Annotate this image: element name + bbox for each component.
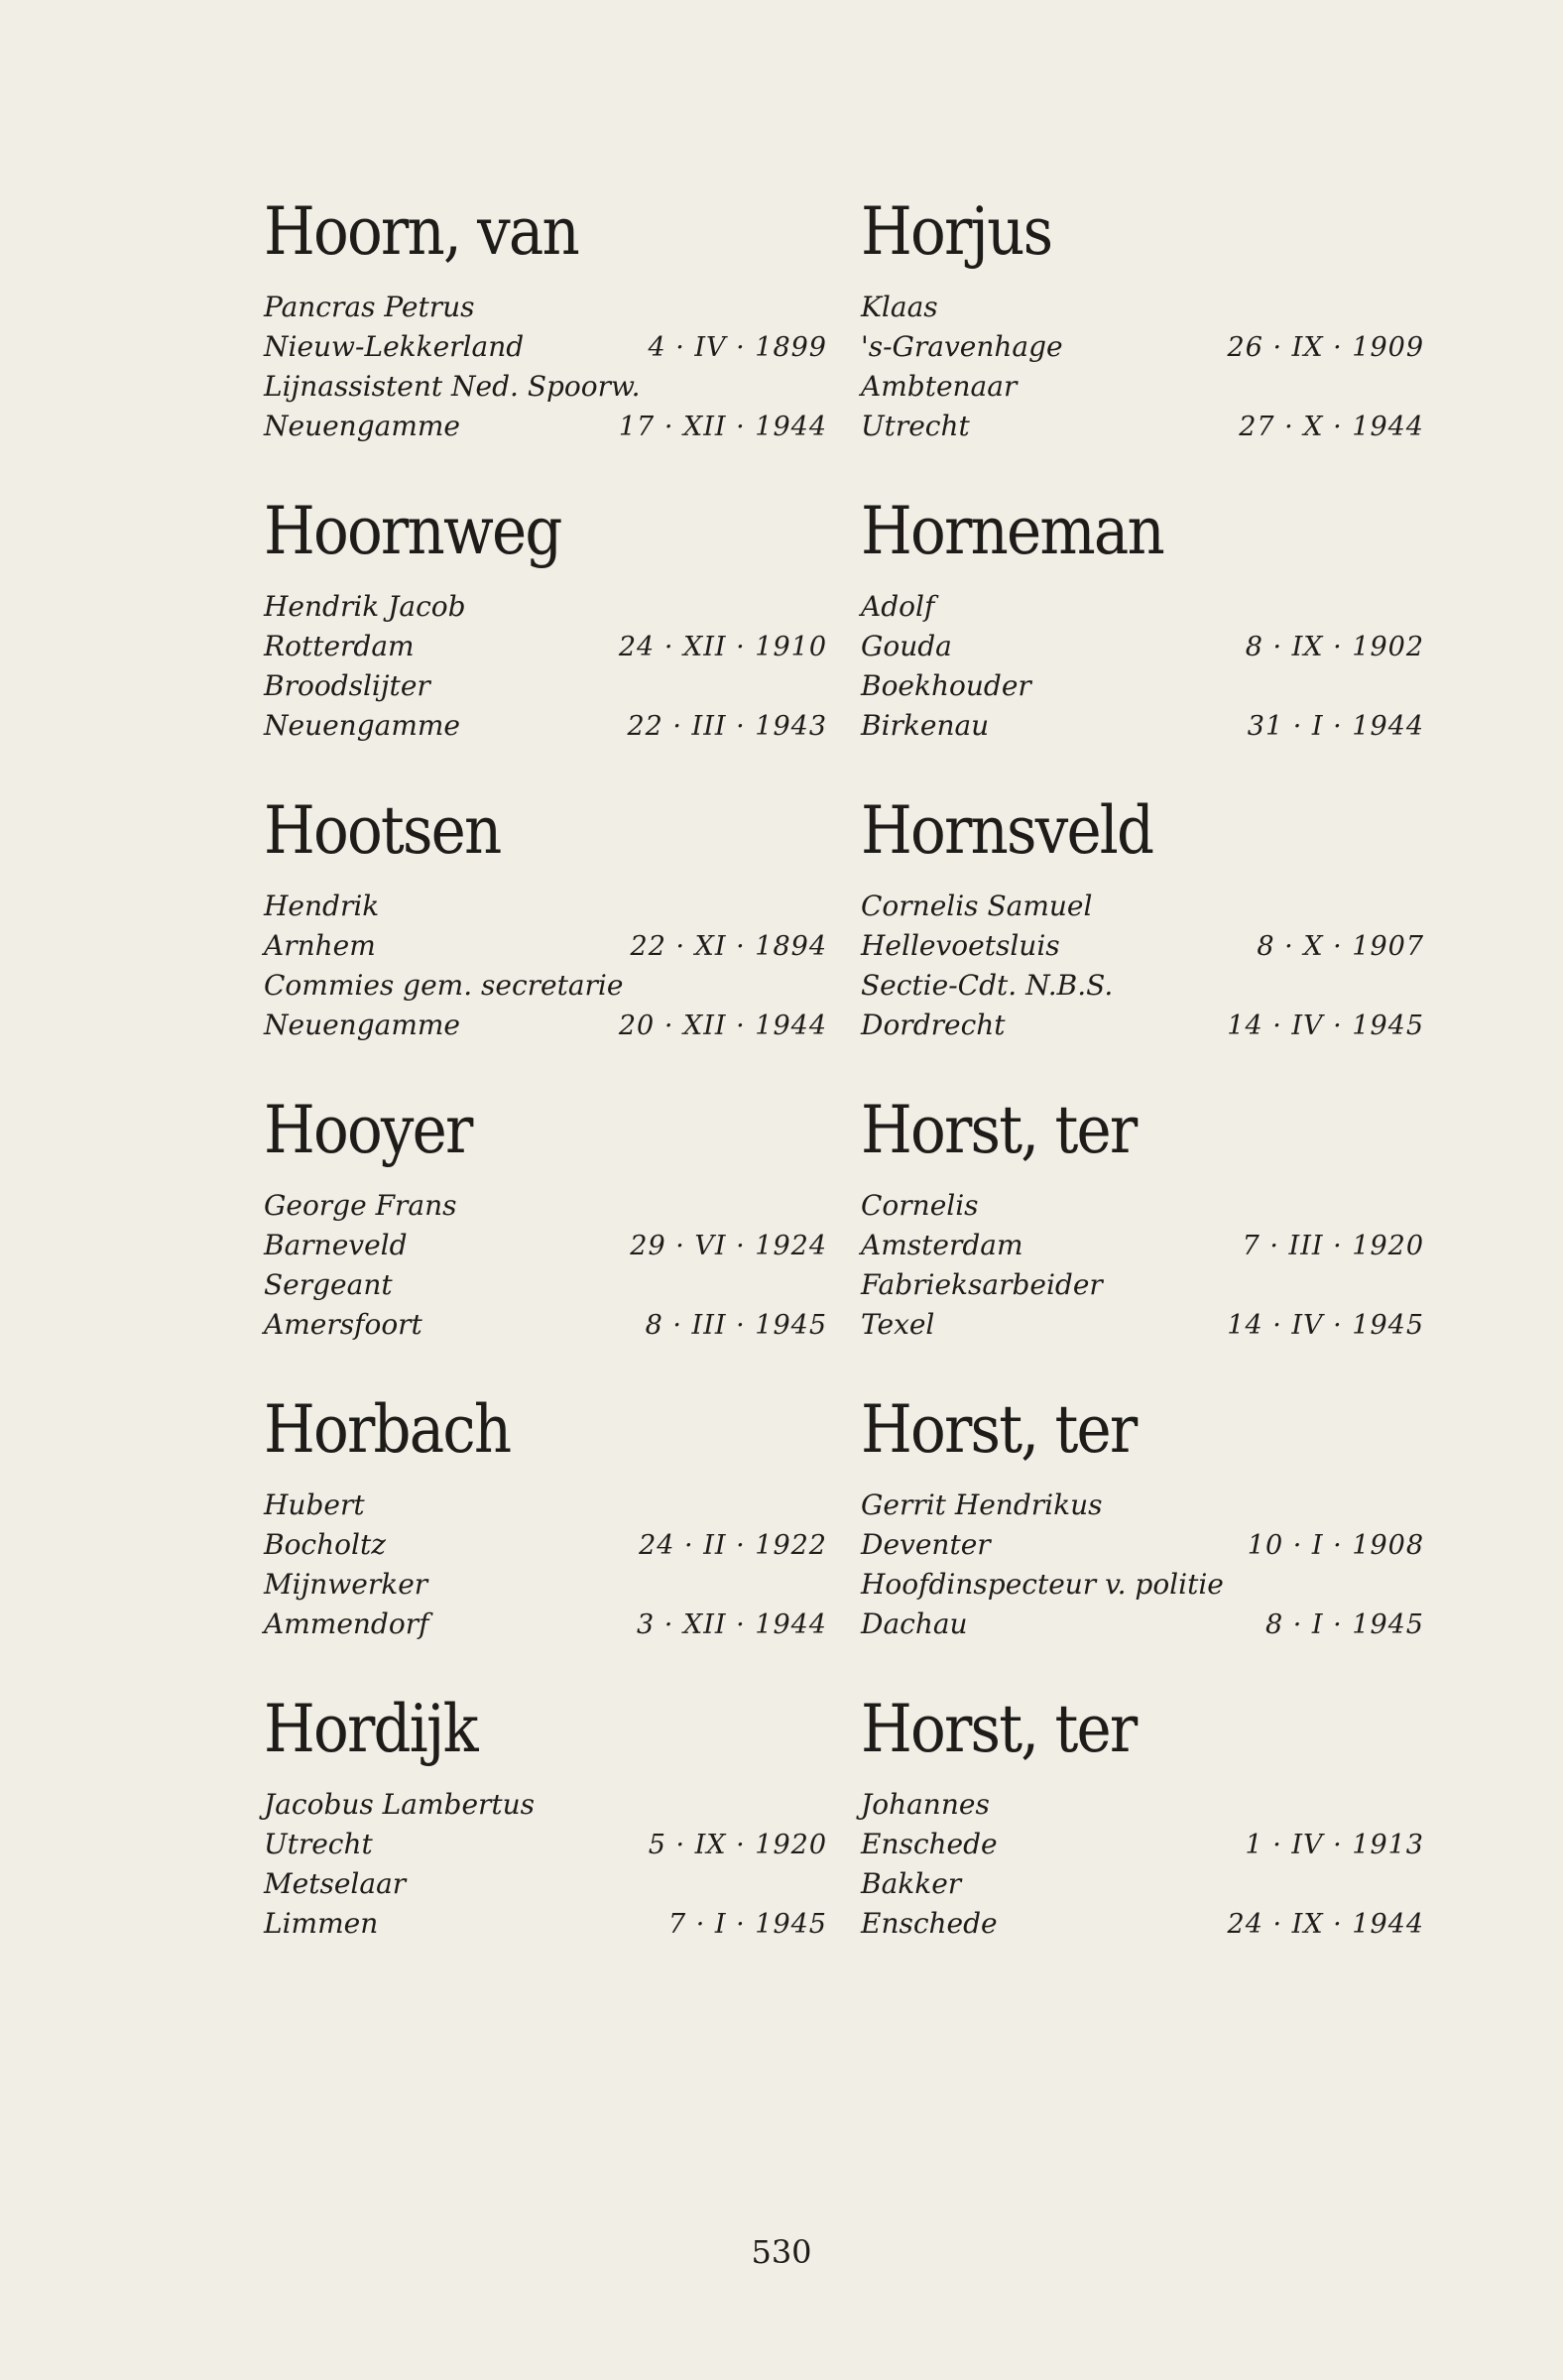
entry-birth-date: 8 · IX · 1902 [1245,632,1424,662]
entry-occupation: Commies gem. secretarie [264,969,624,1002]
entry-death-row [861,1605,1424,1644]
memorial-entry [264,793,827,1093]
entry-surname: Hoornweg [264,493,561,569]
entry-surname: Horst, ter [861,1391,1137,1468]
entry-occupation: Bakker [861,1867,962,1900]
entry-death-place: Enschede [861,1907,998,1940]
memorial-entry [264,1392,827,1692]
entry-given-names: Jacobus Lambertus [264,1788,536,1821]
entry-birth-row [861,1525,1424,1565]
memorial-entry [861,194,1424,494]
entry-birth-place: Utrecht [264,1828,373,1860]
entry-surname: Horneman [861,493,1163,569]
entry-occupation-row [264,1265,827,1305]
entry-occupation: Fabrieksarbeider [861,1268,1103,1301]
memorial-entry [264,494,827,793]
entry-occupation: Hoofdinspecteur v. politie [861,1568,1224,1601]
entry-given-names-row [861,1486,1424,1525]
entry-death-row [264,1006,827,1045]
entry-death-row [861,706,1424,746]
entry-occupation-row [264,966,827,1006]
entry-occupation: Lijnassistent Ned. Spoorw. [264,370,641,403]
entry-birth-row [264,1525,827,1565]
entry-birth-date: 24 · II · 1922 [639,1530,827,1561]
entry-birth-date: 24 · XII · 1910 [618,632,827,662]
memorial-entry [861,1692,1424,1991]
entry-occupation: Boekhouder [861,669,1031,702]
entry-occupation: Sergeant [264,1268,393,1301]
entry-birth-row [264,627,827,666]
entry-death-date: 14 · IV · 1945 [1227,1011,1424,1041]
entry-death-row [861,1305,1424,1345]
entry-birth-row [861,1226,1424,1265]
entry-death-place: Amersfoort [264,1308,422,1341]
entry-surname: Horjus [861,193,1052,270]
entry-birth-row [861,926,1424,966]
entry-given-names-row [861,887,1424,926]
entry-given-names-row [861,1186,1424,1226]
entry-death-date: 20 · XII · 1944 [618,1011,827,1041]
entry-death-place: Texel [861,1308,935,1341]
entry-birth-date: 7 · III · 1920 [1242,1231,1424,1261]
entry-occupation-row [264,1565,827,1605]
entry-given-names-row [861,288,1424,327]
entry-death-place: Neuengamme [264,709,460,742]
entry-birth-row [861,627,1424,666]
entry-death-date: 22 · III · 1943 [627,711,827,742]
entry-surname: Horbach [264,1391,511,1468]
entry-occupation: Mijnwerker [264,1568,428,1601]
entry-birth-date: 10 · I · 1908 [1247,1530,1424,1561]
entry-occupation-row [264,367,827,407]
entry-birth-date: 26 · IX · 1909 [1227,332,1424,363]
entry-death-row [264,1904,827,1944]
entry-surname: Horst, ter [861,1092,1137,1168]
entry-birth-row [264,1226,827,1265]
entry-given-names: Pancras Petrus [264,291,475,323]
entry-death-place: Dachau [861,1607,968,1640]
entry-occupation-row [861,367,1424,407]
entry-death-place: Ammendorf [264,1607,429,1640]
entry-occupation-row [861,666,1424,706]
entry-death-place: Neuengamme [264,410,460,442]
entry-birth-place: Hellevoetsluis [861,929,1060,962]
entry-given-names: Cornelis [861,1189,979,1222]
entry-given-names: Gerrit Hendrikus [861,1488,1103,1521]
entry-birth-place: Rotterdam [264,630,415,662]
memorial-entry [264,1093,827,1392]
entry-death-date: 3 · XII · 1944 [637,1609,827,1640]
entry-birth-date: 4 · IV · 1899 [648,332,827,363]
entry-birth-row [264,1825,827,1864]
entry-surname: Hordijk [264,1691,477,1767]
right-column [861,194,1424,1991]
entry-death-place: Birkenau [861,709,990,742]
entry-given-names-row [264,887,827,926]
entry-given-names-row [264,1785,827,1825]
entry-given-names: George Frans [264,1189,457,1222]
entry-birth-row [861,327,1424,367]
entry-occupation-row [861,1565,1424,1605]
entry-death-place: Neuengamme [264,1009,460,1041]
entry-given-names-row [264,1486,827,1525]
entry-birth-row [264,926,827,966]
entry-death-row [264,1305,827,1345]
entry-surname: Horst, ter [861,1691,1137,1767]
entry-birth-date: 29 · VI · 1924 [630,1231,827,1261]
entry-death-date: 7 · I · 1945 [667,1909,827,1940]
entry-birth-date: 5 · IX · 1920 [648,1830,827,1860]
entry-given-names: Hubert [264,1488,365,1521]
entry-death-place: Utrecht [861,410,970,442]
entry-birth-place: Deventer [861,1528,991,1561]
entry-surname: Hootsen [264,792,501,869]
entry-given-names-row [264,587,827,627]
page-number: 530 [751,2233,812,2271]
entry-death-date: 8 · I · 1945 [1264,1609,1424,1640]
entry-occupation: Sectie-Cdt. N.B.S. [861,969,1114,1002]
memorial-entry [861,1093,1424,1392]
entry-given-names: Klaas [861,291,938,323]
entry-given-names: Cornelis Samuel [861,890,1093,922]
left-column [264,194,827,1991]
entry-death-row [264,706,827,746]
entry-death-date: 31 · I · 1944 [1247,711,1424,742]
entry-death-date: 27 · X · 1944 [1239,412,1424,442]
memorial-entry [861,793,1424,1093]
entry-death-row [264,1605,827,1644]
memorial-entry [264,1692,827,1991]
entry-birth-place: Amsterdam [861,1229,1023,1261]
entry-occupation-row [861,966,1424,1006]
entry-given-names: Adolf [861,590,935,623]
entry-occupation-row [861,1265,1424,1305]
entry-death-row [861,1904,1424,1944]
entry-birth-place: Arnhem [264,929,376,962]
entry-death-date: 14 · IV · 1945 [1227,1310,1424,1341]
entry-death-row [861,407,1424,446]
entry-given-names: Hendrik [264,890,380,922]
entry-surname: Hornsveld [861,792,1153,869]
entry-given-names: Hendrik Jacob [264,590,466,623]
entry-birth-date: 8 · X · 1907 [1257,931,1424,962]
entry-occupation-row [861,1864,1424,1904]
memorial-entry [264,194,827,494]
entry-given-names: Johannes [861,1788,990,1821]
entry-birth-date: 22 · XI · 1894 [630,931,827,962]
entry-given-names-row [264,288,827,327]
entry-birth-place: 's-Gravenhage [861,330,1063,363]
entry-birth-place: Nieuw-Lekkerland [264,330,525,363]
entry-death-place: Dordrecht [861,1009,1006,1041]
entry-birth-place: Enschede [861,1828,998,1860]
entry-given-names-row [861,587,1424,627]
entry-birth-row [861,1825,1424,1864]
entry-death-date: 24 · IX · 1944 [1227,1909,1424,1940]
entry-death-row [861,1006,1424,1045]
memorial-entry [861,1392,1424,1692]
entry-birth-row [264,327,827,367]
entry-occupation: Metselaar [264,1867,407,1900]
entry-occupation-row [264,1864,827,1904]
entry-surname: Hooyer [264,1092,472,1168]
entry-occupation-row [264,666,827,706]
entry-death-place: Limmen [264,1907,379,1940]
entry-occupation: Broodslijter [264,669,430,702]
entry-birth-place: Gouda [861,630,952,662]
entry-occupation: Ambtenaar [861,370,1018,403]
entry-given-names-row [264,1186,827,1226]
entry-birth-place: Bocholtz [264,1528,386,1561]
entry-surname: Hoorn, van [264,193,578,270]
entry-death-date: 17 · XII · 1944 [618,412,827,442]
entry-death-date: 8 · III · 1945 [645,1310,827,1341]
entry-given-names-row [861,1785,1424,1825]
entry-death-row [264,407,827,446]
entry-birth-place: Barneveld [264,1229,408,1261]
entry-birth-date: 1 · IV · 1913 [1245,1830,1424,1860]
memorial-entry [861,494,1424,793]
